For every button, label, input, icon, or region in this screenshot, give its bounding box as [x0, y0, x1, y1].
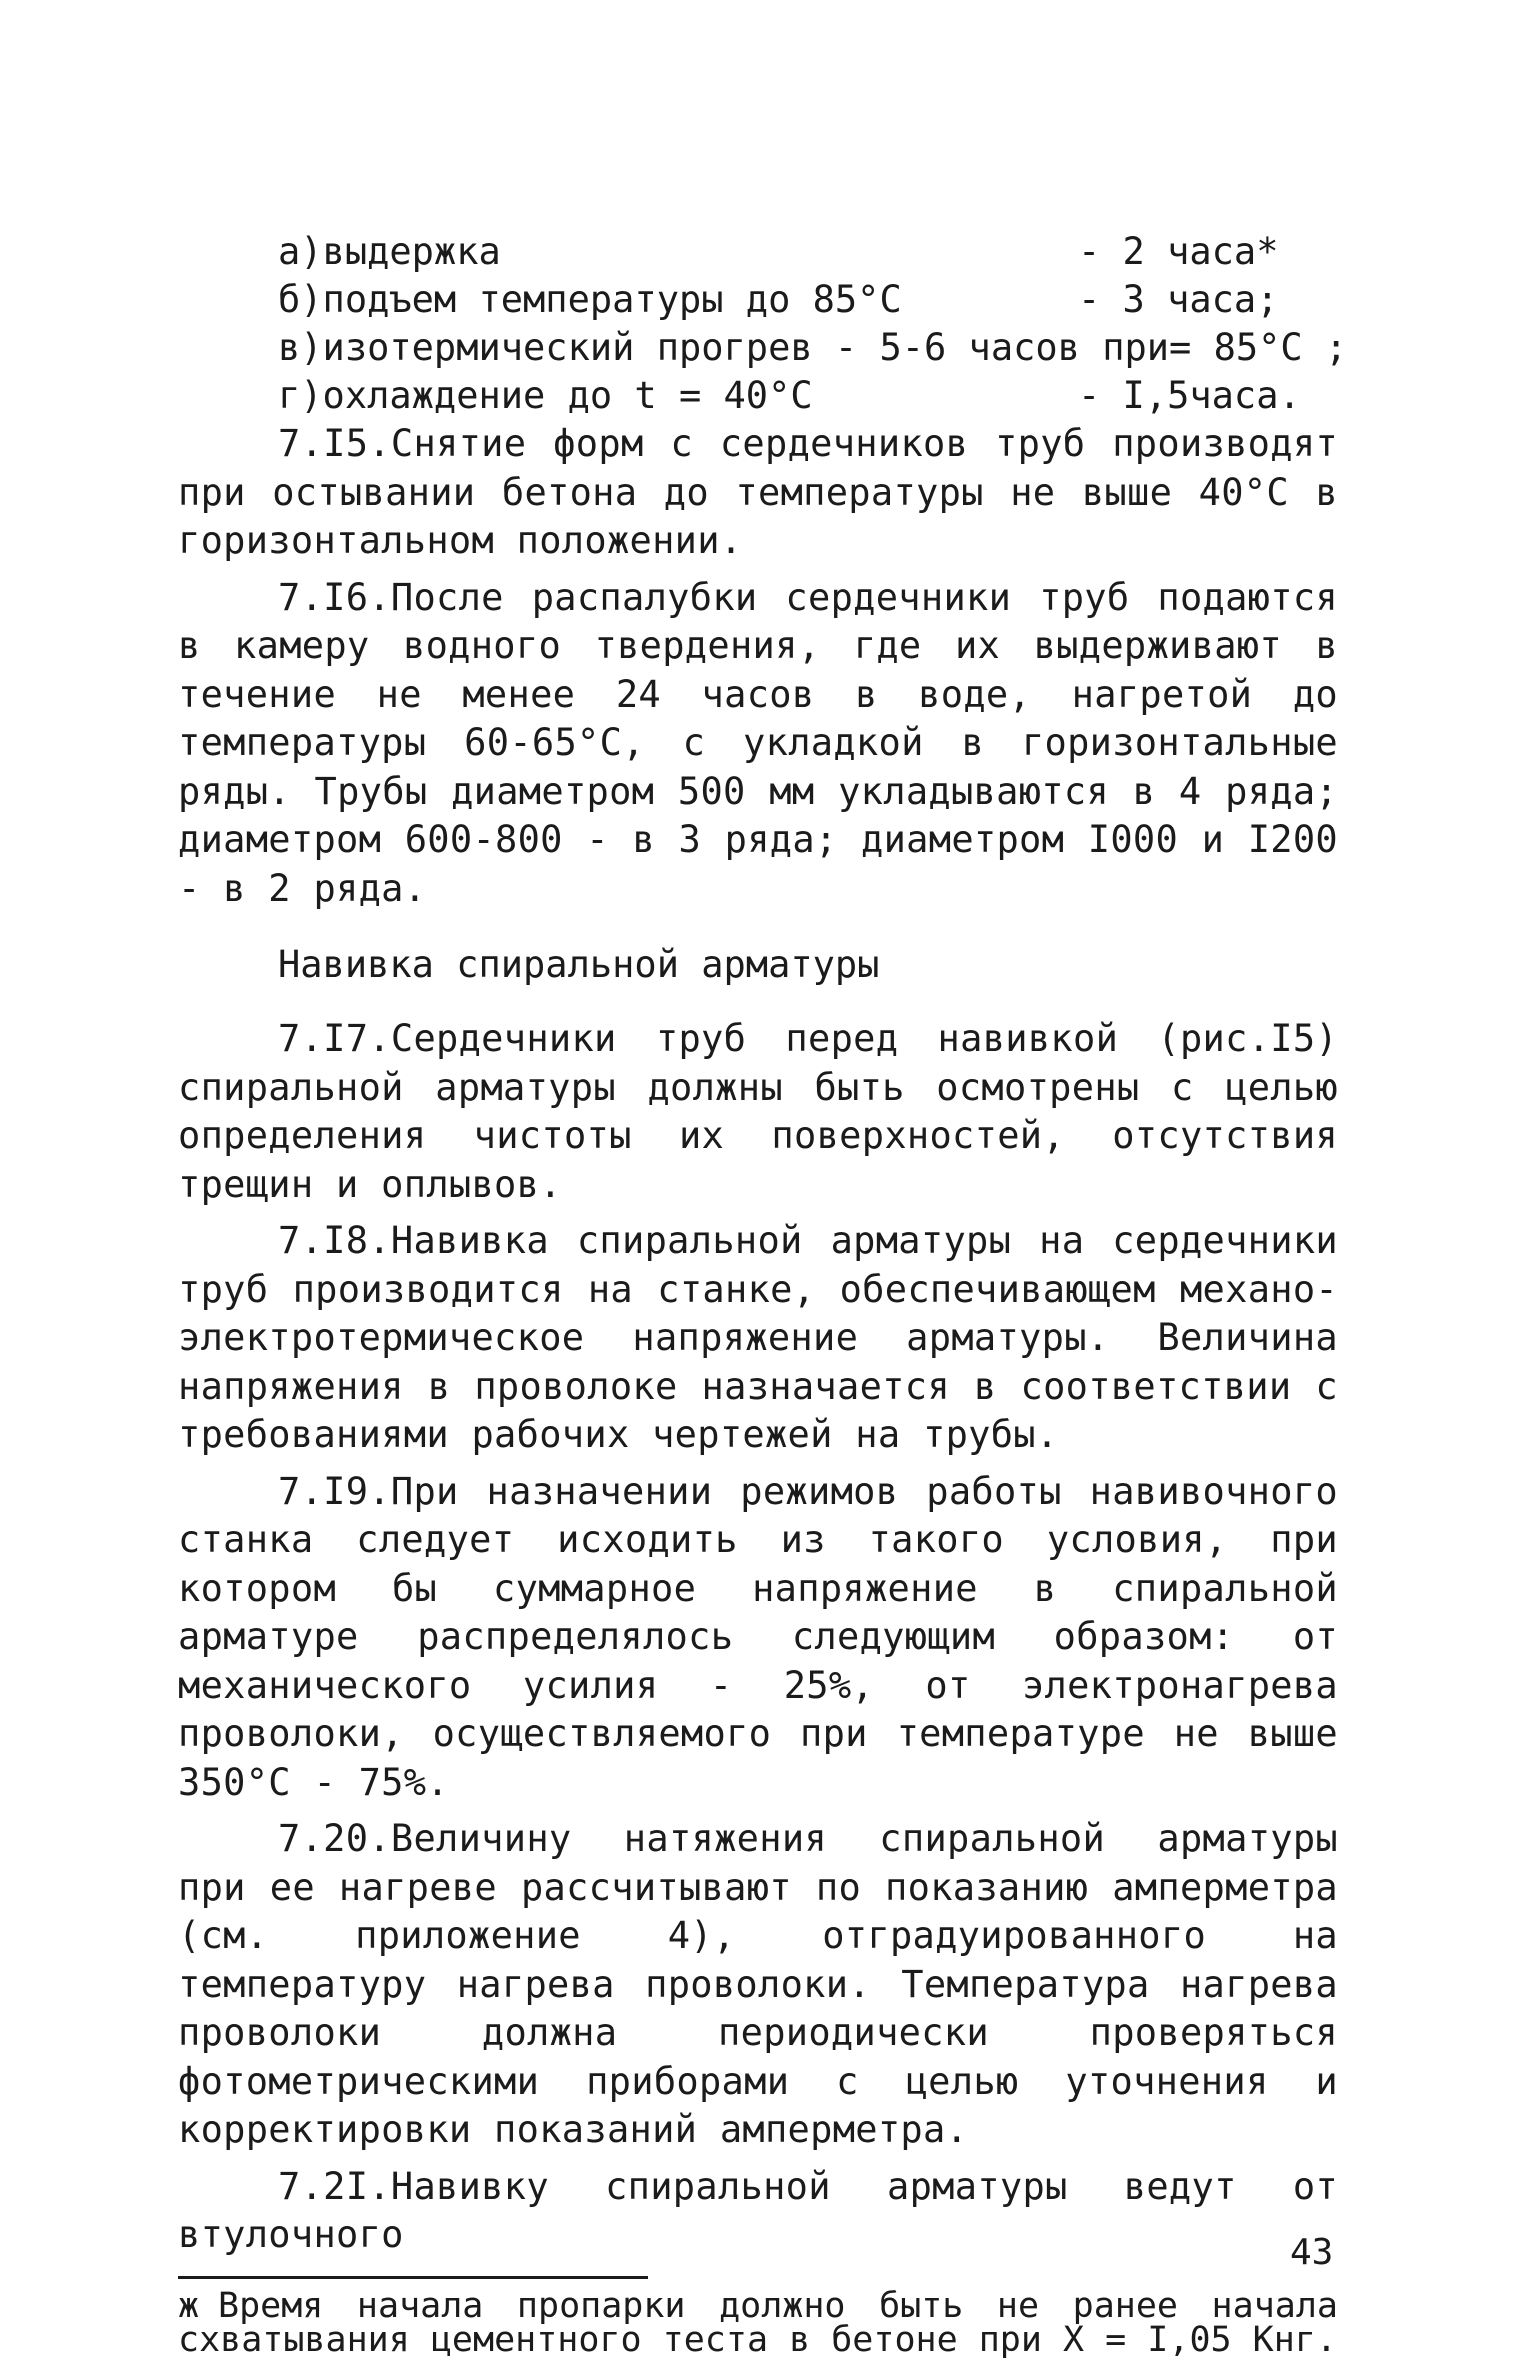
steaming-schedule [278, 228, 1348, 420]
schedule-row [278, 372, 1328, 420]
paragraph-7-19: 7.I9.При назначении режимов работы навивочного станка следует исходить из такого условия, при котором бы суммарное напряжение в спиральной арматуре распределялось следующим образом: от механического усилия - 25%, от электронагрева проволоки, осуществляемого при температуре не выше 350°С - 75%. [178, 1469, 1338, 1804]
schedule-value: - I,5часа. [1078, 374, 1301, 417]
schedule-label: в)изотермический прогрев - 5-6 часов при [278, 326, 1170, 369]
paragraph-7-15: 7.I5.Снятие форм с сердечников труб производят при остывании бетона до температуры не выше 40°С в горизонтальном положении. [178, 422, 1338, 562]
footnote-text: Время начала пропарки должно быть не ранее начала схватывания цементного теста в бетоне при Х = I,05 Кнг. [178, 2285, 1338, 2360]
schedule-value: = 85°С ; [1169, 326, 1348, 369]
schedule-row [278, 324, 1348, 372]
paragraph-7-20: 7.20.Величину натяжения спиральной арматуры при ее нагреве рассчитывают по показанию амперметра (см. приложение 4), отградуированного на температуру нагрева проволоки. Температура нагрева проволоки должна периодически проверяться фотометрическими приборами с целью уточнения и корректировки показаний амперметра. [178, 1817, 1338, 2151]
schedule-row [278, 276, 1328, 324]
paragraph-7-17: 7.I7.Сердечники труб перед навивкой (рис.I5) спиральной арматуры должны быть осмотрены с целью определения чистоты их поверхностей, отсутствия трещин и оплывов. [178, 1017, 1338, 1206]
schedule-label: б)подъем температуры до 85°С [278, 278, 902, 321]
schedule-label: г)охлаждение до t = 40°С [278, 374, 813, 417]
footnote [178, 2285, 1338, 2360]
schedule-value: - 3 часа; [1078, 278, 1279, 321]
footnote-divider [178, 2276, 648, 2279]
paragraph-7-18: 7.I8.Навивка спиральной арматуры на сердечники труб производится на станке, обеспечивающем механо-электротермическое напряжение арматуры. Величина напряжения в проволоке назначается в соответствии с требованиями рабочих чертежей на трубы. [178, 1219, 1338, 1456]
section-heading: Навивка спиральной арматуры [278, 943, 880, 986]
schedule-row [278, 228, 1328, 276]
paragraph-7-16: 7.I6.После распалубки сердечники труб подаются в камеру водного твердения, где их выдерживают в течение не менее 24 часов в воде, нагретой до температуры 60-65°С, с укладкой в горизонтальные ряды. Трубы диаметром 500 мм укладываются в 4 ряда; диаметром 600-800 - в 3 ряда; диаметром I000 и I200 - в 2 ряда. [178, 575, 1338, 910]
schedule-label: а)выдержка [278, 230, 501, 273]
schedule-value: - 2 часа* [1078, 230, 1279, 273]
paragraph-7-21: 7.2I.Навивку спиральной арматуры ведут от втулочного [178, 2164, 1338, 2256]
page-number: 43 [1290, 2232, 1334, 2273]
document-page [178, 228, 1348, 2360]
footnote-marker: ж [178, 2285, 200, 2326]
